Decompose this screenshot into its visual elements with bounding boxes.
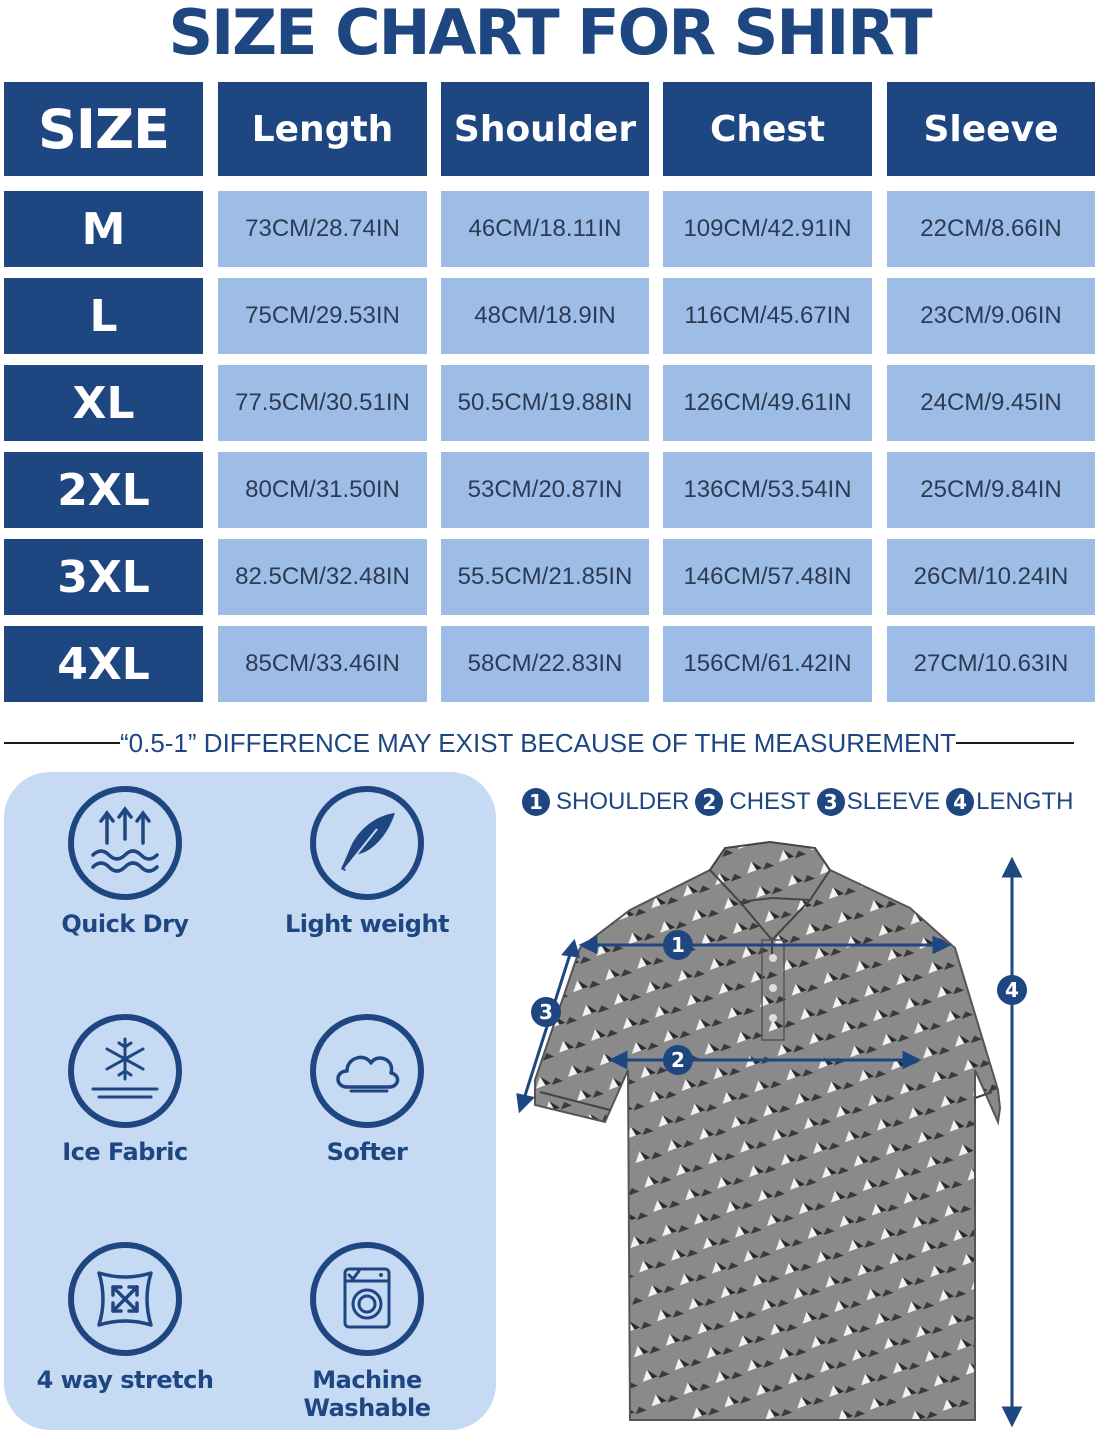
shoulder-cell: 46CM/18.11IN	[441, 191, 649, 267]
feature-ice-fabric	[10, 1014, 240, 1166]
quick-dry-icon	[68, 786, 182, 900]
legend-label: CHEST	[729, 788, 811, 815]
chest-cell: 136CM/53.54IN	[663, 452, 872, 528]
divider-right	[956, 742, 1074, 744]
feature-quick-dry	[10, 786, 240, 938]
sleeve-cell: 27CM/10.63IN	[887, 626, 1095, 702]
feature-light-weight	[252, 786, 482, 938]
size-cell: 2XL	[4, 452, 203, 528]
size-cell: M	[4, 191, 203, 267]
features-panel	[4, 772, 496, 1430]
length-cell: 82.5CM/32.48IN	[218, 539, 427, 615]
shoulder-cell: 58CM/22.83IN	[441, 626, 649, 702]
shoulder-cell: 50.5CM/19.88IN	[441, 365, 649, 441]
legend-number: 4	[946, 788, 974, 816]
shirt-body	[535, 870, 1000, 1420]
shoulder-cell: 55.5CM/21.85IN	[441, 539, 649, 615]
shoulder-cell: 48CM/18.9IN	[441, 278, 649, 354]
page-title: SIZE CHART FOR SHIRT	[168, 0, 931, 69]
cloud-icon	[310, 1014, 424, 1128]
sleeve-cell: 26CM/10.24IN	[887, 539, 1095, 615]
feather-icon	[310, 786, 424, 900]
header-size: SIZE	[4, 82, 203, 176]
snowflake-icon	[68, 1014, 182, 1128]
marker-1-label: 1	[671, 933, 685, 957]
feature-label: Softer	[326, 1138, 408, 1166]
measurement-legend	[522, 786, 1079, 818]
note-text: “0.5-1” DIFFERENCE MAY EXIST BECAUSE OF THE MEASUREMENT	[120, 728, 956, 758]
size-cell: XL	[4, 365, 203, 441]
chest-cell: 126CM/49.61IN	[663, 365, 872, 441]
stretch-icon	[68, 1242, 182, 1356]
shirt-diagram	[510, 830, 1070, 1435]
header-shoulder: Shoulder	[441, 82, 649, 176]
shoulder-cell: 53CM/20.87IN	[441, 452, 649, 528]
legend-number: 1	[522, 788, 550, 816]
legend-number: 2	[695, 788, 723, 816]
size-cell: 3XL	[4, 539, 203, 615]
chest-cell: 109CM/42.91IN	[663, 191, 872, 267]
header-chest: Chest	[663, 82, 872, 176]
feature-4-way-stretch	[10, 1242, 240, 1394]
marker-3-label: 3	[539, 1000, 553, 1024]
size-cell: 4XL	[4, 626, 203, 702]
chest-cell: 116CM/45.67IN	[663, 278, 872, 354]
sleeve-cell: 25CM/9.84IN	[887, 452, 1095, 528]
chest-cell: 146CM/57.48IN	[663, 539, 872, 615]
length-cell: 80CM/31.50IN	[218, 452, 427, 528]
legend-label: SHOULDER	[556, 788, 690, 815]
feature-softer	[252, 1014, 482, 1166]
sleeve-cell: 24CM/9.45IN	[887, 365, 1095, 441]
feature-label: Machine Washable	[303, 1366, 431, 1422]
divider-left	[4, 742, 120, 744]
size-cell: L	[4, 278, 203, 354]
marker-4-label: 4	[1005, 978, 1019, 1002]
length-cell: 77.5CM/30.51IN	[218, 365, 427, 441]
legend-label: SLEEVE	[846, 788, 941, 815]
legend-label: LENGTH	[976, 788, 1074, 815]
sleeve-cell: 23CM/9.06IN	[887, 278, 1095, 354]
feature-machine-washable	[252, 1242, 482, 1422]
feature-label: Ice Fabric	[62, 1138, 188, 1166]
marker-2-label: 2	[671, 1048, 685, 1072]
chest-cell: 156CM/61.42IN	[663, 626, 872, 702]
feature-label: 4 way stretch	[36, 1366, 214, 1394]
length-cell: 85CM/33.46IN	[218, 626, 427, 702]
legend-number: 3	[817, 788, 845, 816]
washing-machine-icon	[310, 1242, 424, 1356]
measurement-note	[0, 728, 1099, 760]
header-length: Length	[218, 82, 427, 176]
feature-label: Light weight	[284, 910, 450, 938]
length-cell: 75CM/29.53IN	[218, 278, 427, 354]
sleeve-cell: 22CM/8.66IN	[887, 191, 1095, 267]
feature-label: Quick Dry	[61, 910, 189, 938]
header-sleeve: Sleeve	[887, 82, 1095, 176]
length-cell: 73CM/28.74IN	[218, 191, 427, 267]
